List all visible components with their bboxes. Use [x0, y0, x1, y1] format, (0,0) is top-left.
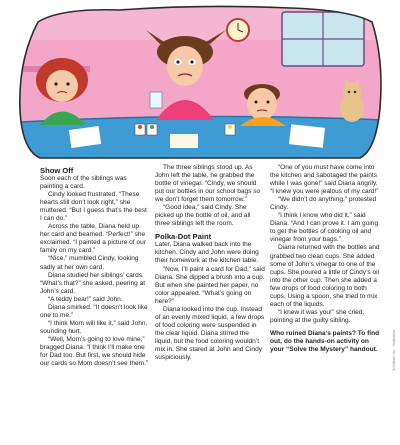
story-paragraph: Diana smirked. “It doesn’t look like one to me.” — [40, 303, 148, 319]
call-to-action: Who ruined Diana’s paints? To find out, do the hands-on activity on your “Solve the Mystery” handout. — [270, 329, 380, 354]
story-paragraph: “A teddy bear!” said John. — [48, 295, 123, 303]
story-illustration — [0, 0, 400, 160]
story-paragraph: “I think I know who did it,” said Diana. “And I can prove it. I am going to get the bottles of cooking oil and vinegar from your bags.” — [270, 212, 379, 244]
story-paragraph: Cindy looked frustrated. “These hearts still don’t look right,” she muttered. “But I guess that’s the best I can do.” — [40, 191, 147, 223]
cup-in-hand — [150, 92, 162, 108]
paper-card — [289, 124, 325, 147]
text-column-2 — [155, 164, 265, 362]
text-column-3 — [270, 164, 382, 354]
clock-icon — [227, 19, 249, 41]
image-credit: Scholastic Inc. · Illustration — [392, 330, 396, 371]
story-paragraph: “Well, Mom’s going to love mine,” bragged Diana. “I think I’ll make one for Dad too. But first, we should hide our cards so Mom doesn’t see them.” — [40, 335, 149, 368]
text-column-1 — [40, 164, 150, 368]
story-paragraph: “One of you must have come into the kitchen and sabotaged the paints while I was gone!” said Diana angrily. “I knew you were jealous of my card!” — [270, 164, 379, 196]
kitchen-scene-drawing — [0, 0, 400, 160]
story-paragraph: “I think Mom will like it,” said John, sounding hurt. — [40, 319, 148, 335]
story-paragraph: The three siblings stood up. As John left the table, he grabbed the bottle of vinegar. “Cindy, we should put our bottles in our school bags so we don’t forget them tomorrow.” — [155, 164, 261, 204]
section-heading-polka-dot-paint: Polka-Dot Paint — [155, 232, 212, 242]
story-paragraph: “I knew it was you!” she cried, pointing at the guilty sibling. — [270, 308, 365, 324]
story-paragraph: “Good idea,” said Cindy. She picked up the bottle of oil, and all three siblings left the room. — [155, 204, 251, 228]
paper-card — [170, 134, 198, 148]
story-paragraph: “Nice,” mumbled Cindy, looking sadly at her own card. — [40, 255, 139, 271]
story-paragraph: Later, Diana walked back into the kitchen. Cindy and John were doing their homework at the kitchen table. — [155, 241, 259, 265]
story-paragraph: Diana returned with the bottles and grabbed two clean cups. She added some of John’s vinegar to one of the cups. She poured a little of Cindy’s oil into the other cup. Then she added a few drops of food coloring to both cups. Using a spoon, she tried to mix each of the liquids. — [270, 244, 380, 308]
story-paragraph: Soon each of the siblings was painting a card. — [40, 175, 127, 191]
story-paragraph: “We didn’t do anything,” protested Cindy. — [270, 196, 377, 212]
story-paragraph: Diana looked into the cup. Instead of an evenly mixed liquid, a few drops of food coloring were suspended in the clear liquid. Diana stirred the liquid, but the food coloring wouldn’t mix in. She stared at John and Cindy suspiciously. — [155, 305, 265, 362]
story-paragraph: “Now, I’ll paint a card for Dad,” said Diana. She dipped a brush into a cup. But when she painted her paper, no color appeared. “What’s going on here?” — [155, 265, 265, 305]
story-paragraph: Diana studied her siblings’ cards. “What’s that?” she asked, peering at John’s card. — [40, 271, 146, 295]
story-paragraph: Across the table, Diana held up her card and beamed. “Perfect!” she exclaimed. “I painted a picture of our family on my card.” — [40, 223, 146, 255]
section-heading-show-off: Show Off — [40, 166, 74, 175]
